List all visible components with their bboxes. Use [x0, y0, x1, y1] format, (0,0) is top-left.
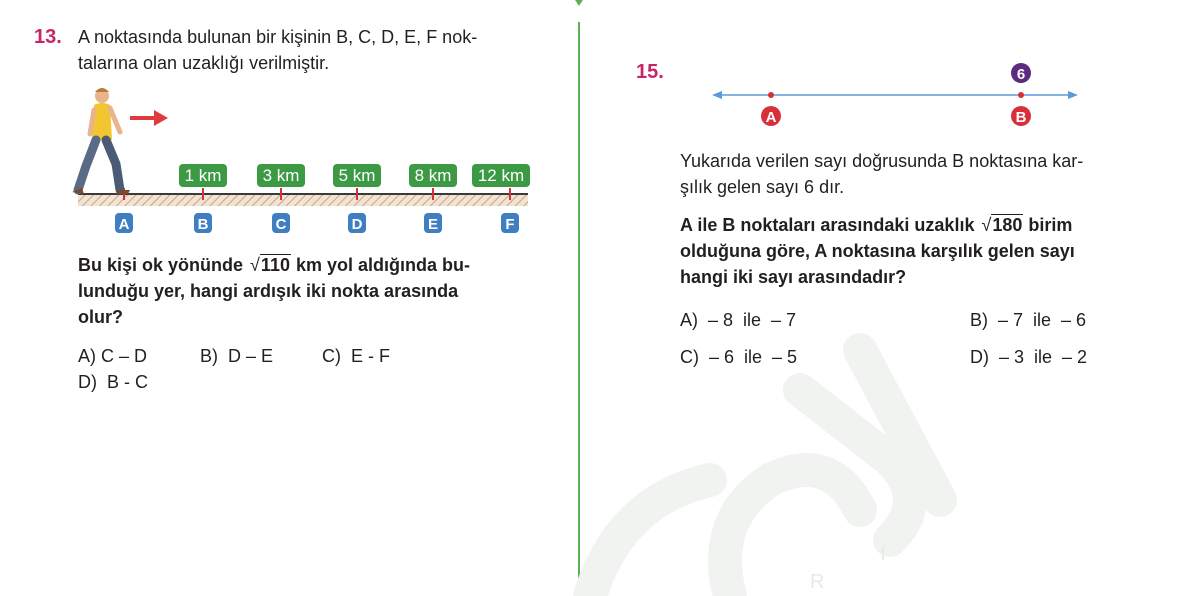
badge-3km [257, 164, 305, 187]
question-13-intro-line2: talarına olan uzaklığı verilmiştir. [78, 53, 330, 73]
badge-12km [472, 164, 530, 187]
question-13-option-d[interactable]: D) B - C [78, 372, 148, 392]
question-15-option-a[interactable]: A) – 8 ile – 7 [680, 310, 797, 330]
badge-5km [333, 164, 381, 187]
point-label-b [194, 213, 212, 233]
svg-text:3 km: 3 km [262, 166, 300, 185]
badge-8km [409, 164, 457, 187]
svg-text:12 km: 12 km [477, 166, 525, 185]
point-label-e [424, 213, 442, 233]
badge-1km [179, 164, 227, 187]
watermark-logo [560, 330, 980, 596]
point-a-label [761, 106, 781, 126]
svg-text:8 km: 8 km [414, 166, 452, 185]
question-13-intro-line1: A noktasında bulunan bir kişinin B, C, D, E, F nok- [78, 27, 478, 47]
svg-text:I: I [880, 543, 886, 565]
point-label-c [272, 213, 290, 233]
svg-text:D: D [351, 216, 363, 233]
svg-text:1 km: 1 km [184, 166, 222, 185]
top-marker-icon [566, 0, 592, 6]
sqrt-110: √110 [250, 255, 290, 275]
question-13-option-b[interactable]: B) D – E [200, 346, 274, 366]
point-label-d [348, 213, 366, 233]
svg-text:A: A [118, 216, 130, 233]
question-13-line3: olur? [78, 307, 123, 327]
distance-illustration [70, 82, 540, 242]
svg-text:6: 6 [1016, 66, 1026, 83]
question-15-option-d[interactable]: D) – 3 ile – 2 [970, 347, 1088, 367]
svg-text:F: F [505, 216, 515, 233]
number-line [700, 60, 1090, 132]
direction-arrow-icon [130, 110, 168, 126]
point-b-dot [1018, 92, 1024, 98]
svg-text:A: A [765, 109, 777, 126]
question-15-line1: A ile B noktaları arasındaki uzaklık √180 birim [680, 212, 1072, 238]
question-15-text-line2: şılık gelen sayı 6 dır. [680, 177, 845, 197]
svg-text:B: B [1015, 109, 1027, 126]
right-arrowhead-icon [1068, 91, 1078, 99]
svg-text:C: C [275, 216, 287, 233]
question-15-line2: olduğuna göre, A noktasına karşılık gelen sayı [680, 241, 1075, 261]
question-15-number: 15. [636, 61, 664, 83]
svg-text:5 km: 5 km [338, 166, 376, 185]
question-15-text-line1: Yukarıda verilen sayı doğrusunda B noktasına kar- [680, 151, 1084, 171]
question-13-line1: Bu kişi ok yönünde √110 km yol aldığında bu- [78, 252, 470, 278]
question-15-line3: hangi iki sayı arasındadır? [680, 267, 907, 287]
left-arrowhead-icon [712, 91, 722, 99]
svg-text:E: E [427, 216, 439, 233]
point-a-dot [768, 92, 774, 98]
point-label-f [501, 213, 519, 233]
walking-person-icon [72, 88, 130, 194]
marker-six [1011, 63, 1031, 83]
svg-text:B: B [197, 216, 209, 233]
question-13-line2: lunduğu yer, hangi ardışık iki nokta arasında [78, 281, 459, 301]
sqrt-180: √180 [981, 215, 1023, 235]
question-13-option-a[interactable]: A) C – D [78, 346, 148, 366]
point-b-label [1011, 106, 1031, 126]
question-13-number: 13. [34, 26, 62, 48]
point-label-a [115, 213, 133, 233]
question-15-option-c[interactable]: C) – 6 ile – 5 [680, 347, 798, 367]
question-13-option-c[interactable]: C) E - F [322, 346, 390, 366]
ground-strip [78, 194, 528, 206]
svg-text:R: R [810, 571, 825, 593]
question-15-option-b[interactable]: B) – 7 ile – 6 [970, 310, 1087, 330]
